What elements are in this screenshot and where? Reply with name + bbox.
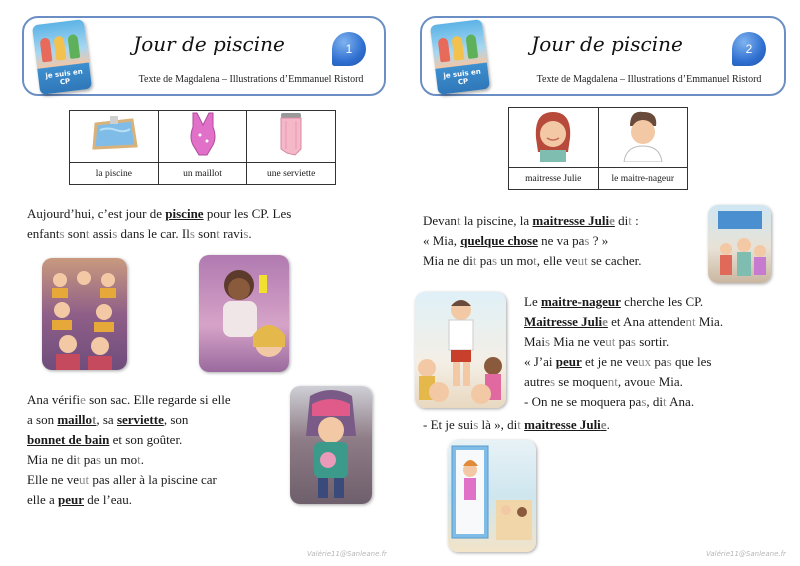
cover-label: je suis en CP <box>442 67 482 87</box>
pool-entrance-illustration <box>708 205 771 283</box>
vocab-image-cell <box>158 111 247 163</box>
keyword: quelque chose <box>460 233 538 248</box>
mia-seated-illustration <box>290 386 372 504</box>
vocab-label: le maitre-nageur <box>598 168 688 190</box>
teacher-portrait-icon <box>528 108 578 162</box>
cover-book-icon <box>430 19 490 95</box>
lifeguard-portrait-icon <box>618 108 668 162</box>
keyword: bonnet de bain <box>27 432 110 447</box>
towel-icon <box>273 111 309 157</box>
page-badge-icon <box>332 32 366 66</box>
vocab-table <box>69 110 336 185</box>
bus-interior-illustration <box>42 258 127 370</box>
keyword: Maitresse Julie <box>524 314 608 329</box>
keyword: serviette <box>116 412 164 427</box>
pool-icon <box>86 114 142 154</box>
keyword: peur <box>555 354 582 369</box>
credits: Texte de Magdalena – Illustrations d’Emmanuel Ristord <box>138 74 364 85</box>
page-number: 2 <box>745 42 753 56</box>
credits: Texte de Magdalena – Illustrations d’Emmanuel Ristord <box>536 74 762 85</box>
vocab-label: un maillot <box>158 163 247 185</box>
keyword: maillot <box>57 412 97 427</box>
keyword: peur <box>58 492 85 507</box>
keyword: maitre-nageur <box>540 294 621 309</box>
story-paragraph-2a: Le maitre-nageur cherche les CP. Maitresse Julie et Ana attendent Mia. Mais Mia ne veut pas sortir. « J’ai peur et je ne veux pas que les autres se moquent, avoue Mia. - On ne se moquera pas, dit Ana. <box>524 294 724 409</box>
girls-on-bus-illustration <box>199 255 289 372</box>
vocab-image-cell <box>247 111 336 163</box>
footer-credit: Valérie11@Sanleane.fr <box>307 550 387 558</box>
keyword: piscine <box>165 206 204 221</box>
locker-room-illustration <box>448 440 536 552</box>
swimsuit-icon <box>183 111 223 157</box>
page-title: Jour de piscine <box>133 32 285 56</box>
story-paragraph-1: Aujourd’hui, c’est jour de piscine pour les CP. Les enfants sont assis dans le car. Ils sont ravis. <box>27 206 292 241</box>
cover-label: je suis en CP <box>44 67 84 87</box>
right-page <box>400 0 800 566</box>
page-number: 1 <box>345 42 353 56</box>
page-header <box>420 16 786 96</box>
page-badge-icon <box>732 32 766 66</box>
keyword: maitresse Julie <box>532 213 615 228</box>
vocab-image-cell <box>70 111 159 163</box>
lifeguard-children-illustration <box>415 292 506 408</box>
vocab-label: la piscine <box>70 163 159 185</box>
vocab-label: une serviette <box>247 163 336 185</box>
vocab-image-cell <box>509 108 599 168</box>
cover-book-icon <box>32 19 92 95</box>
keyword: maitresse Julie <box>524 417 607 432</box>
story-paragraph-1: Devant la piscine, la maitresse Julie dit : « Mia, quelque chose ne va pas ? » Mia ne dit pas un mot, elle veut se cacher. <box>423 213 642 268</box>
vocab-image-cell <box>598 108 688 168</box>
footer-credit: Valérie11@Sanleane.fr <box>706 550 786 558</box>
vocab-label: maitresse Julie <box>509 168 599 190</box>
story-paragraph-2b: - Et je suis là », dit maitresse Julie. <box>423 417 610 432</box>
vocab-table <box>508 107 688 190</box>
story-paragraph-2: Ana vérifie son sac. Elle regarde si elle a son maillot, sa serviette, son bonnet de bain et son goûter. Mia ne dit pas un mot. Elle ne veut pas aller à la piscine car elle a peur de l’eau. <box>27 392 231 507</box>
page-header <box>22 16 386 96</box>
page-title: Jour de piscine <box>531 32 683 56</box>
